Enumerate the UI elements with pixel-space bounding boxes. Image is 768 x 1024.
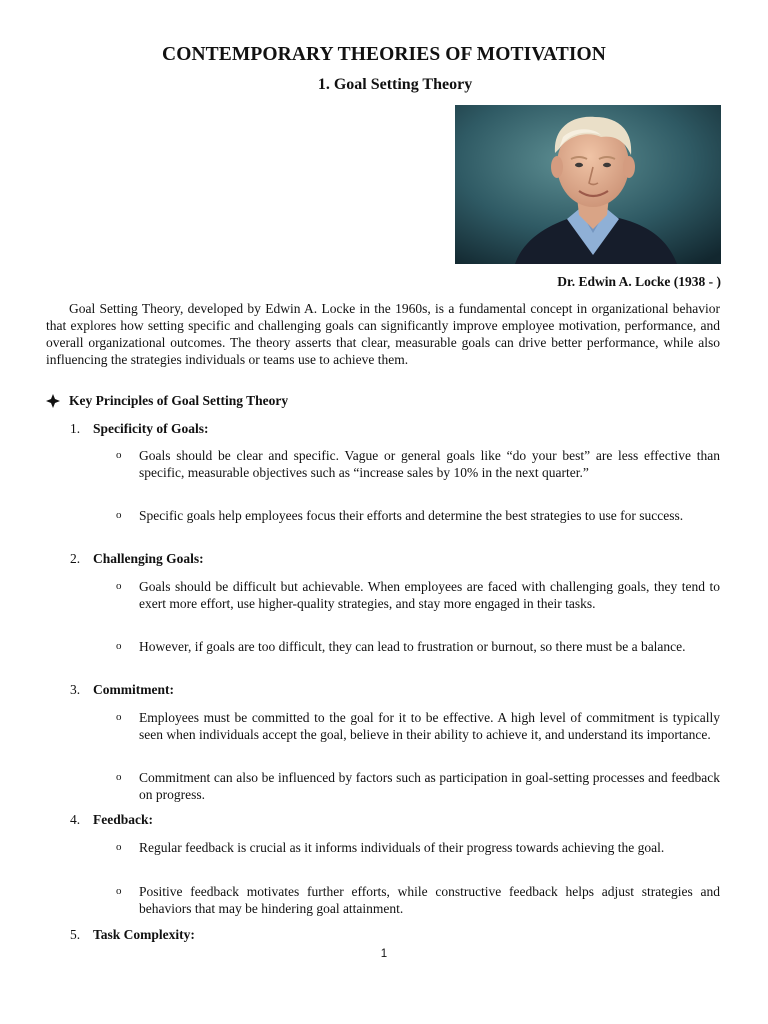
bullet-marker: o: [116, 711, 122, 723]
principle-2-bullet-2: [116, 638, 720, 655]
bullet-text: However, if goals are too difficult, they can lead to frustration or burnout, so there must be a balance.: [139, 639, 686, 654]
diamond-bullet-icon: [46, 394, 60, 408]
principle-1-bullet-2: [116, 507, 720, 524]
principle-3-bullet-2: [116, 769, 720, 803]
principle-label: Commitment:: [93, 682, 174, 697]
principle-number: 5.: [70, 927, 81, 942]
key-principles-heading: [46, 393, 288, 409]
section-title: 1. Goal Setting Theory: [317, 76, 473, 93]
bullet-text: Positive feedback motivates further efforts, while constructive feedback helps adjust strategies and behaviors that may be hindering goal attainment.: [139, 884, 720, 916]
principle-label: Feedback:: [93, 812, 153, 827]
portrait-photo: [455, 105, 721, 264]
principle-5-heading: [70, 927, 195, 943]
principle-3-bullet-1: [116, 709, 720, 743]
bullet-marker: o: [116, 580, 122, 592]
principle-4-bullet-2: [116, 883, 720, 917]
principle-4-heading: [70, 812, 153, 828]
principle-label: Task Complexity:: [93, 927, 195, 942]
bullet-text: Regular feedback is crucial as it informs individuals of their progress towards achieving the goal.: [139, 840, 665, 855]
principle-1-heading: [70, 421, 208, 437]
bullet-marker: o: [116, 771, 122, 783]
bullet-marker: o: [116, 449, 122, 461]
principle-3-heading: [70, 682, 174, 698]
document-title: CONTEMPORARY THEORIES OF MOTIVATION: [162, 44, 606, 65]
principle-label: Specificity of Goals:: [93, 421, 209, 436]
bullet-marker: o: [116, 841, 122, 853]
bullet-text: Employees must be committed to the goal for it to be effective. A high level of commitment is typically seen when individuals accept the goal, believe in their ability to achieve it, and understand its importance.: [139, 710, 720, 742]
key-principles-heading-text: Key Principles of Goal Setting Theory: [69, 393, 289, 408]
bullet-marker: o: [116, 640, 122, 652]
bullet-marker: o: [116, 885, 122, 897]
portrait-caption: Dr. Edwin A. Locke (1938 - ): [557, 274, 721, 289]
principle-number: 3.: [70, 682, 81, 697]
principle-number: 2.: [70, 551, 81, 566]
principle-1-bullet-1: [116, 447, 720, 481]
bullet-text: Commitment can also be influenced by factors such as participation in goal-setting processes and feedback on progress.: [139, 770, 720, 802]
principle-number: 1.: [70, 421, 81, 436]
intro-paragraph: Goal Setting Theory, developed by Edwin A. Locke in the 1960s, is a fundamental concept in organizational behavior that explores how setting specific and challenging goals can significantly improve employee motivation, performance, and overall organizational outcomes. The theory asserts that clear, measurable goals can drive better performance, while also influencing the strategies individuals or teams use to achieve them.: [46, 301, 720, 367]
principle-number: 4.: [70, 812, 81, 827]
bullet-text: Goals should be difficult but achievable. When employees are faced with challenging goals, they tend to exert more effort, use higher-quality strategies, and stay more engaged in their tasks.: [139, 579, 720, 611]
page-number: 1: [380, 948, 388, 960]
principle-label: Challenging Goals:: [93, 551, 204, 566]
principle-2-bullet-1: [116, 578, 720, 612]
bullet-marker: o: [116, 509, 122, 521]
bullet-text: Goals should be clear and specific. Vague or general goals like “do your best” are less effective than specific, measurable objectives such as “increase sales by 10% in the next quarter.”: [139, 448, 720, 480]
principle-4-bullet-1: [116, 839, 720, 856]
bullet-text: Specific goals help employees focus their efforts and determine the best strategies to use for success.: [139, 508, 684, 523]
principle-2-heading: [70, 551, 204, 567]
